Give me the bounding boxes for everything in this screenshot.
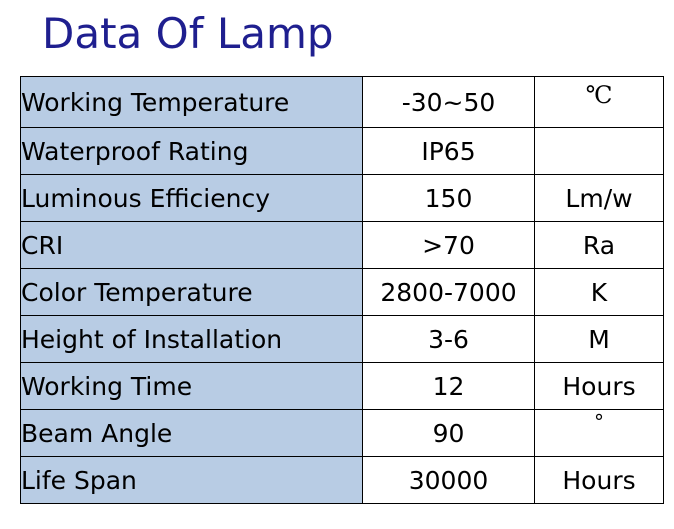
spec-value: 12 [363,363,535,410]
spec-value: 2800-7000 [363,269,535,316]
spec-unit: Hours [535,363,664,410]
spec-label: Working Temperature [21,77,363,128]
spec-value: IP65 [363,128,535,175]
spec-value: -30~50 [363,77,535,128]
spec-unit: M [535,316,664,363]
page-title: Data Of Lamp [42,9,334,58]
spec-value: >70 [363,222,535,269]
spec-label: Beam Angle [21,410,363,457]
table-row [21,175,664,222]
table-row [21,457,664,504]
spec-value: 3-6 [363,316,535,363]
spec-label: CRI [21,222,363,269]
spec-value: 150 [363,175,535,222]
table-row [21,222,664,269]
spec-label: Waterproof Rating [21,128,363,175]
table-row [21,128,664,175]
spec-unit: Hours [535,457,664,504]
spec-label: Height of Installation [21,316,363,363]
spec-label: Color Temperature [21,269,363,316]
spec-value: 30000 [363,457,535,504]
spec-label: Life Span [21,457,363,504]
table-row [21,316,664,363]
table-row [21,77,664,128]
spec-unit: Ra [535,222,664,269]
spec-unit: ° [535,410,664,457]
table-row [21,363,664,410]
table-row [21,269,664,316]
spec-label: Working Time [21,363,363,410]
spec-unit: Lm/w [535,175,664,222]
spec-label: Luminous Efficiency [21,175,363,222]
table-row [21,410,664,457]
spec-table [20,76,664,504]
spec-value: 90 [363,410,535,457]
spec-unit: ℃ [535,77,664,128]
spec-unit: K [535,269,664,316]
spec-unit [535,128,664,175]
